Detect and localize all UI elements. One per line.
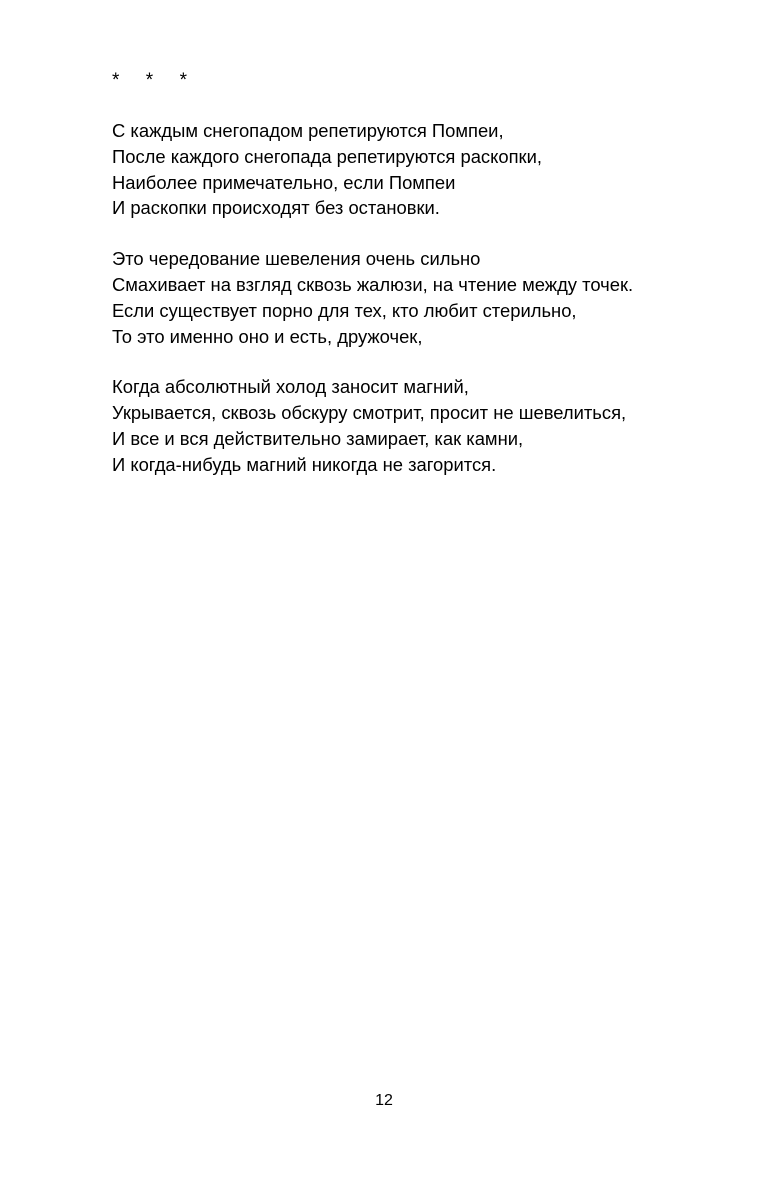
poem-line: То это именно оно и есть, дружочек, — [112, 325, 423, 347]
poem-line: С каждым снегопадом репетируются Помпеи, — [112, 120, 504, 141]
section-separator: * * * — [112, 70, 187, 91]
poem-line: Если существует порно для тех, кто любит стерильно, — [112, 299, 577, 321]
poem-line: И когда-нибудь магний никогда не загорится. — [112, 453, 497, 475]
poem — [112, 118, 732, 503]
poem-line: Наиболее примечательно, если Помпеи — [112, 171, 456, 193]
poem-line: После каждого снегопада репетируются раскопки, — [112, 145, 542, 167]
poem-line: Укрывается, сквозь обскуру смотрит, просит не шевелиться, — [112, 402, 627, 424]
stanza-3 — [112, 374, 732, 477]
poem-line: Когда абсолютный холод заносит магний, — [112, 376, 469, 398]
poem-line: Смахивает на взгляд сквозь жалюзи, на чтение между точек. — [112, 273, 634, 295]
stanza-1 — [112, 118, 732, 221]
poem-line: И раскопки происходят без остановки. — [112, 197, 440, 219]
stanza-2 — [112, 246, 732, 349]
poem-line: Это чередование шевеления очень сильно — [112, 248, 481, 270]
page-number: 12 — [375, 1092, 393, 1109]
poem-line: И все и вся действительно замирает, как камни, — [112, 427, 524, 449]
